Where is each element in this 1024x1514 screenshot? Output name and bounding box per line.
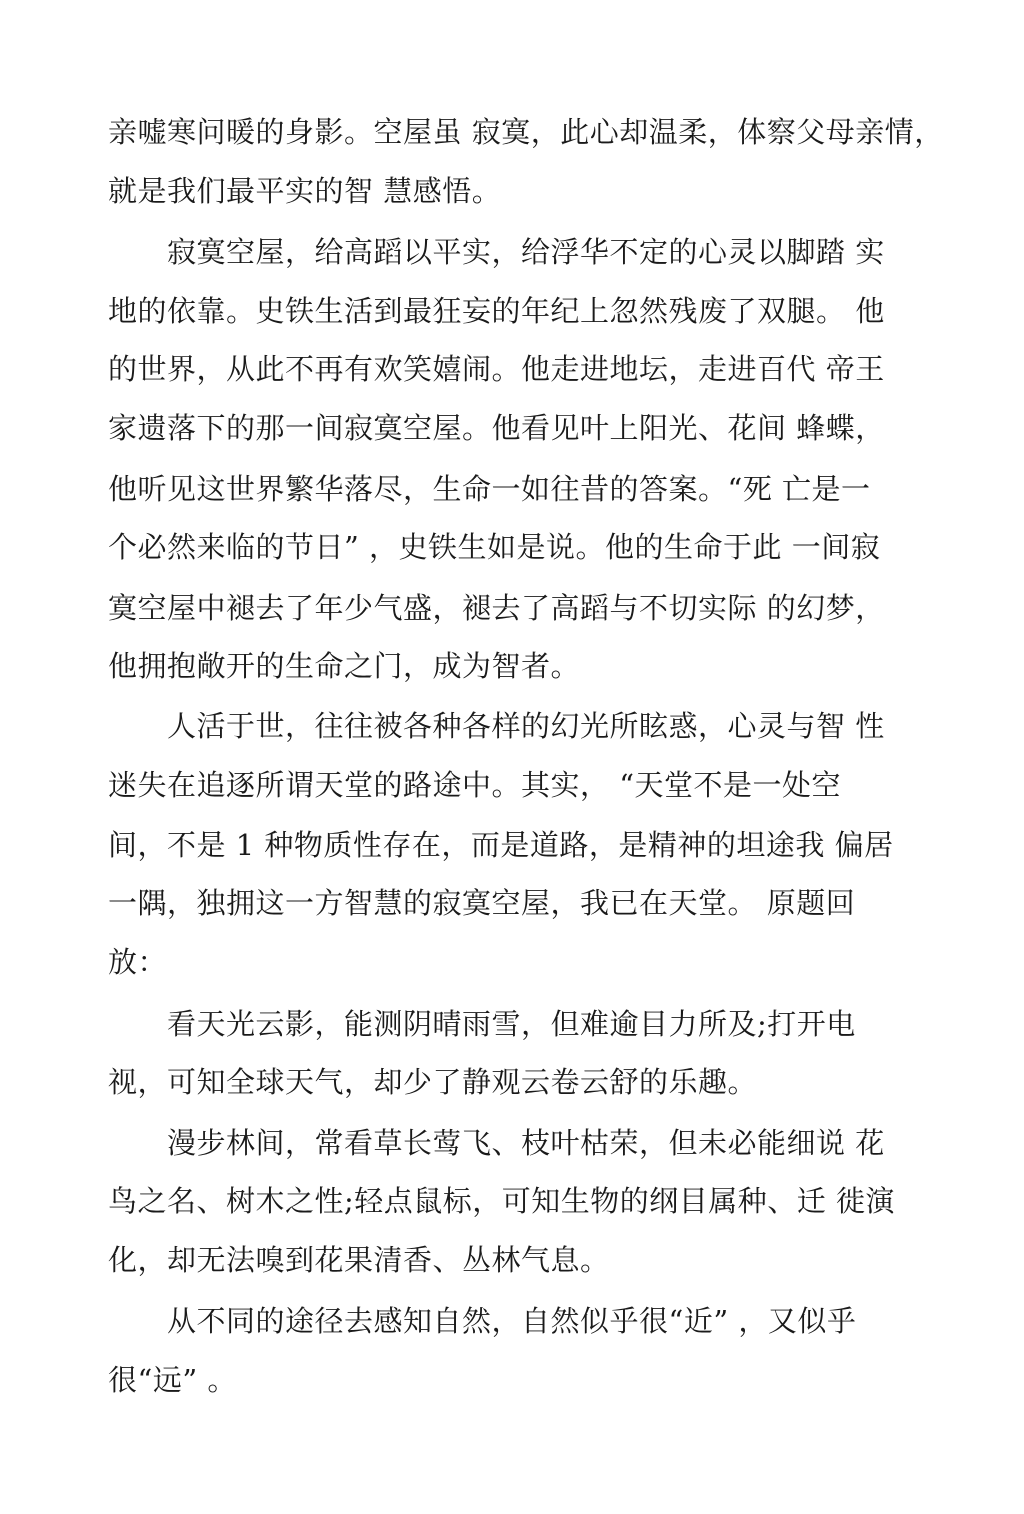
text-line: 地的依靠。史铁生活到最狂妄的年纪上忽然残废了双腿。 他	[108, 294, 885, 328]
text-line: 家遗落下的那一间寂寞空屋。他看见叶上阳光、花间 蜂蝶，	[108, 411, 885, 445]
text-line: 从不同的途径去感知自然，自然似乎很“近” ，又似乎	[108, 1304, 857, 1338]
text-line: 放：	[108, 945, 168, 979]
text-line: 寞空屋中褪去了年少气盛，褪去了高蹈与不切实际 的幻梦，	[108, 591, 885, 625]
text-line: 个必然来临的节日” ，史铁生如是说。他的生命于此 一间寂	[108, 530, 881, 564]
text-line: 视，可知全球天气，却少了静观云卷云舒的乐趣。	[108, 1065, 758, 1099]
text-line: 的世界，从此不再有欢笑嬉闹。他走进地坛，走进百代 帝王	[108, 352, 885, 386]
text-line: 人活于世，往往被各种各样的幻光所眩惑，心灵与智 性	[108, 709, 885, 743]
text-line: 化，却无法嗅到花果清香、丛林气息。	[108, 1243, 610, 1277]
text-line: 间，不是 1 种物质性存在，而是道路，是精神的坦途我 偏居	[108, 828, 894, 862]
text-line: 迷失在追逐所谓天堂的路途中。其实， “天堂不是一处空	[108, 768, 842, 802]
text-line: 鸟之名、树木之性;轻点鼠标，可知生物的纲目属种、迁 徙演	[108, 1184, 895, 1218]
text-line: 寂寞空屋，给高蹈以平实，给浮华不定的心灵以脚踏 实	[108, 235, 885, 269]
text-line: 漫步林间，常看草长莺飞、枝叶枯荣，但未必能细说 花	[108, 1126, 885, 1160]
text-line: 亲嘘寒问暖的身影。空屋虽 寂寞，此心却温柔，体察父母亲情，	[108, 115, 944, 149]
text-line: 看天光云影，能测阴晴雨雪，但难逾目力所及;打开电	[108, 1007, 856, 1041]
text-line: 他拥抱敞开的生命之门，成为智者。	[108, 649, 581, 683]
text-line: 就是我们最平实的智 慧感悟。	[108, 174, 502, 208]
text-line: 很“远” 。	[108, 1363, 237, 1397]
text-line: 一隅，独拥这一方智慧的寂寞空屋，我已在天堂。 原题回	[108, 886, 856, 920]
text-line: 他听见这世界繁华落尽，生命一如往昔的答案。“死 亡是一	[108, 472, 871, 506]
